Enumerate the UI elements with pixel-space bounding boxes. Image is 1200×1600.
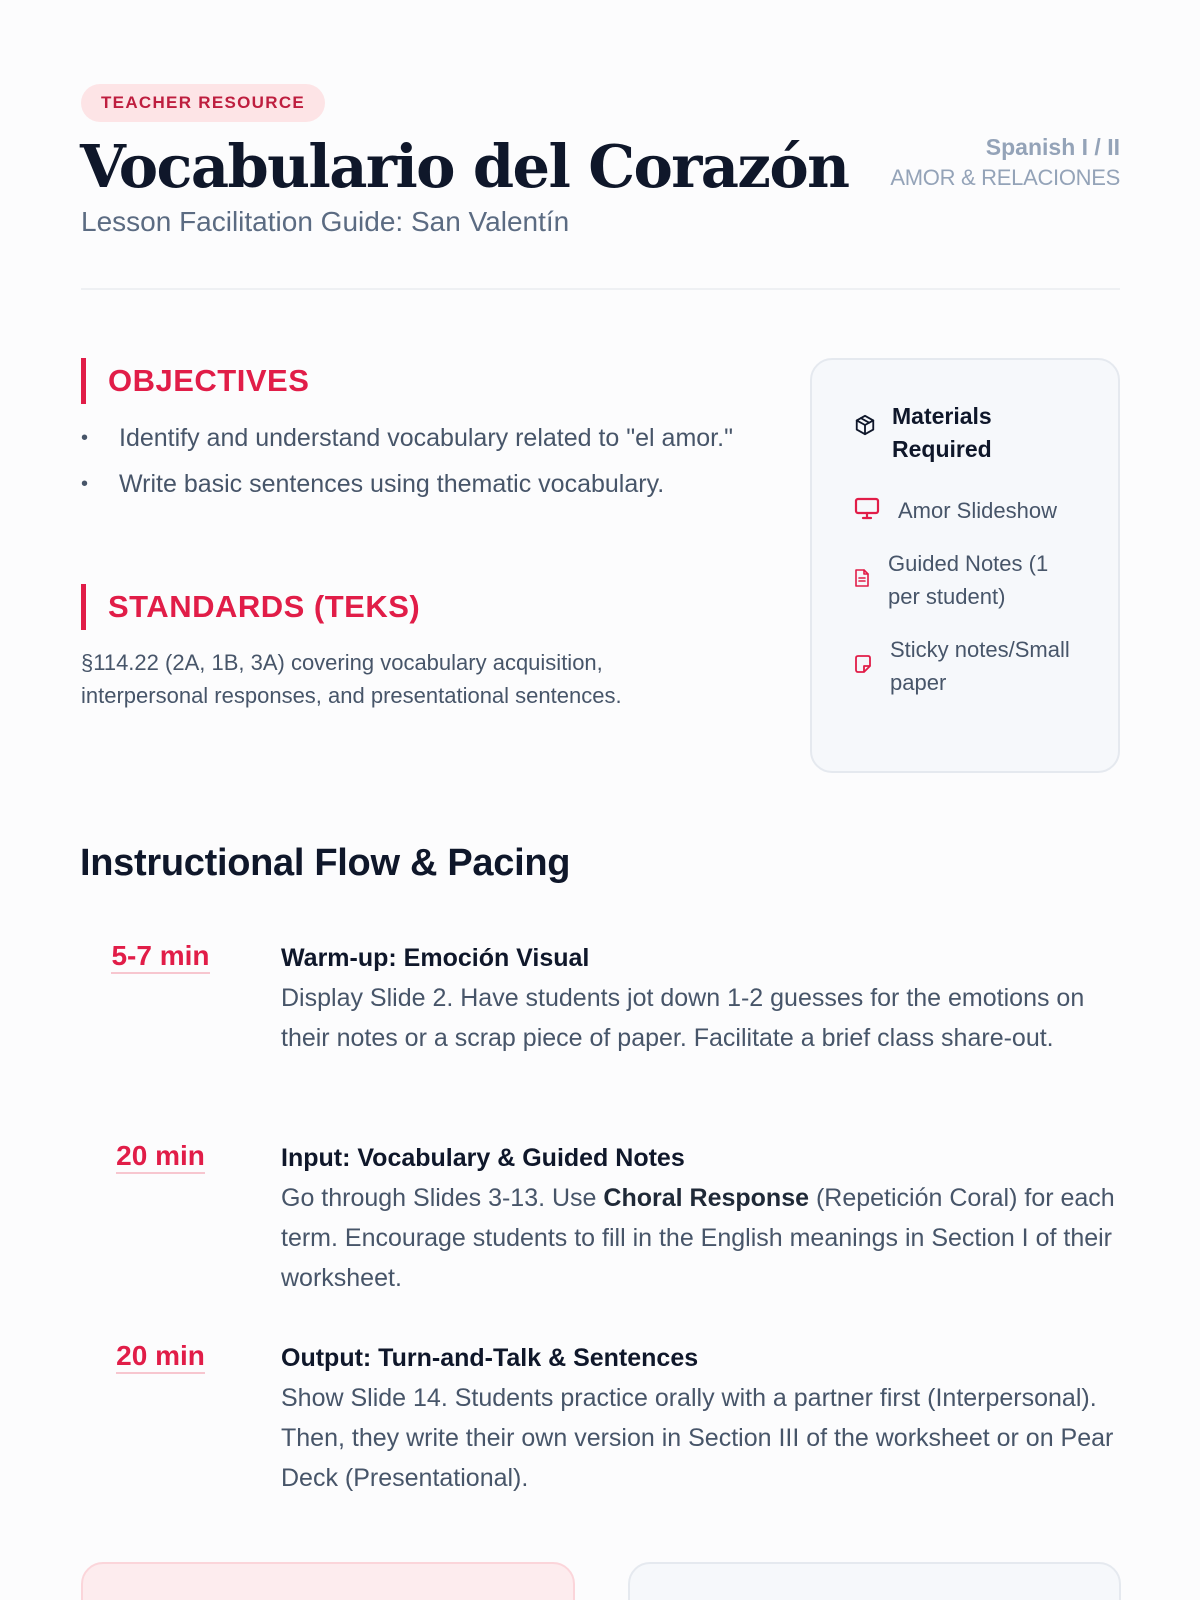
- page-subtitle: Lesson Facilitation Guide: San Valentín: [81, 206, 570, 237]
- package-icon: [854, 414, 876, 441]
- objective-text: Write basic sentences using thematic vocabulary.: [119, 470, 665, 498]
- step-text-emphasis: Choral Response: [603, 1184, 810, 1212]
- step-duration-text: 20 min: [116, 1140, 205, 1174]
- bullet: •: [81, 473, 89, 495]
- material-label: Sticky notes/Small paper: [890, 637, 1070, 695]
- step-description: [281, 1178, 1120, 1298]
- flow-heading: Instructional Flow & Pacing: [80, 842, 571, 884]
- material-label: Amor Slideshow: [898, 498, 1057, 523]
- step-description: Display Slide 2. Have students jot down 1-2 guesses for the emotions on their notes or a scrap piece of paper. Facilitate a brief class share-out.: [281, 984, 1085, 1052]
- sticky-note-icon: [854, 655, 872, 678]
- step-body: [281, 1138, 1120, 1298]
- step-duration-text: 5-7 min: [111, 940, 209, 974]
- material-item: [854, 547, 1080, 613]
- unit-theme: AMOR & RELACIONES: [890, 165, 1120, 190]
- materials-card: [810, 358, 1120, 773]
- header-divider: [81, 288, 1120, 290]
- objective-text: Identify and understand vocabulary related to "el amor.": [119, 424, 733, 452]
- list-item: [81, 464, 771, 504]
- document-icon: [854, 569, 870, 592]
- objectives-list: [81, 418, 771, 510]
- standards-heading: STANDARDS (TEKS): [81, 584, 420, 630]
- step-text-part: Go through Slides 3-13. Use: [281, 1184, 604, 1212]
- material-item: [854, 494, 1080, 527]
- bullet: •: [81, 427, 89, 449]
- step-title: Output: Turn-and-Talk & Sentences: [281, 1344, 699, 1372]
- step-title: Input: Vocabulary & Guided Notes: [281, 1144, 685, 1172]
- step-duration: [80, 938, 241, 974]
- course-level: Spanish I / II: [985, 134, 1120, 160]
- step-title: Warm-up: Emoción Visual: [281, 944, 590, 972]
- bottom-card-left: [81, 1562, 575, 1600]
- step-description: Show Slide 14. Students practice orally with a partner first (Interpersonal). Then, they write their own version in Section III of the worksheet or on Pear Deck (Presentational).: [281, 1384, 1114, 1492]
- monitor-icon: [854, 496, 880, 525]
- materials-header: [854, 400, 1080, 466]
- step-body: [281, 1338, 1120, 1498]
- teacher-resource-badge: TEACHER RESOURCE: [81, 84, 325, 122]
- material-label: Guided Notes (1 per student): [888, 551, 1049, 609]
- step-duration: [80, 1138, 241, 1174]
- step-duration: [80, 1338, 241, 1374]
- list-item: [81, 418, 771, 458]
- page-title: Vocabulario del Corazón: [80, 132, 849, 201]
- material-item: [854, 633, 1080, 699]
- step-duration-text: 20 min: [116, 1340, 205, 1374]
- materials-title: Materials Required: [892, 403, 992, 462]
- course-meta: [890, 132, 1120, 194]
- step-text-part: (Repetición Coral) for each term. Encourage students to fill in the English meanings in Section I of their worksheet.: [281, 1184, 1115, 1292]
- bottom-card-right: [628, 1562, 1121, 1600]
- standards-text: §114.22 (2A, 1B, 3A) covering vocabulary acquisition, interpersonal responses, and presentational sentences.: [81, 650, 622, 708]
- step-body: [281, 938, 1120, 1058]
- objectives-heading: OBJECTIVES: [81, 358, 309, 404]
